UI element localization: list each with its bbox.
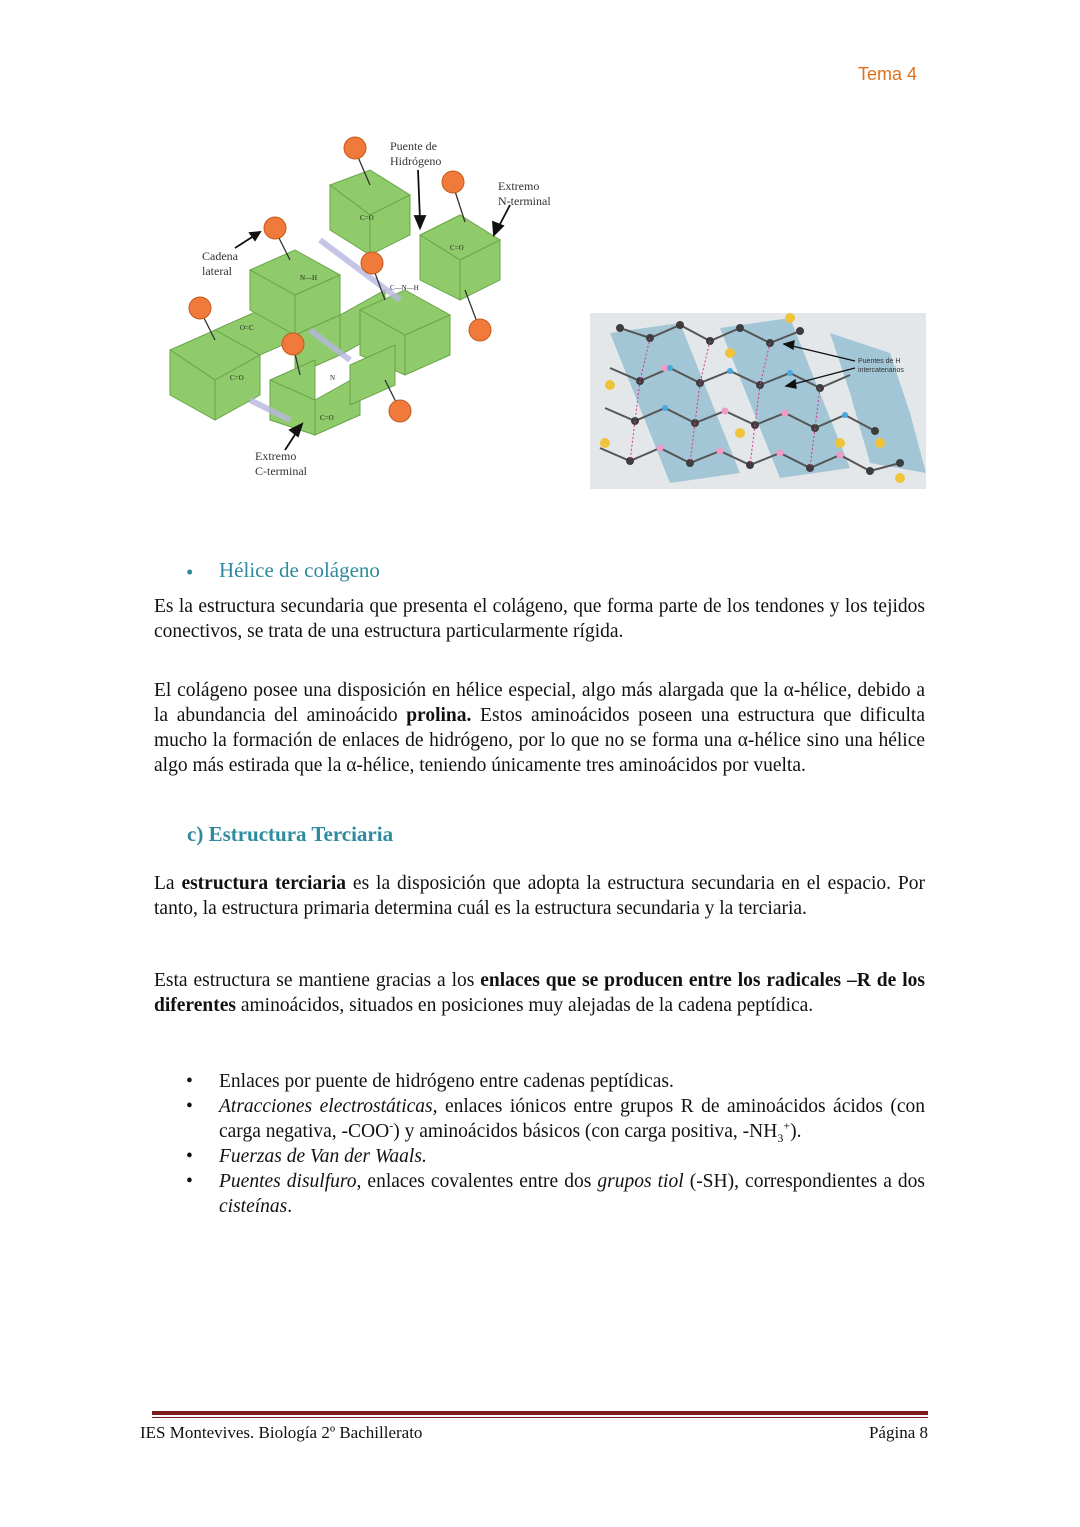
pleated-sheet-diagram [590, 313, 926, 489]
beta-sheet-diagram [160, 130, 570, 490]
footer-page-number: Página 8 [868, 1423, 928, 1442]
chapter-tag: Tema 4 [858, 64, 918, 84]
svg-text:C=O: C=O [230, 374, 244, 382]
label-side-2: lateral [202, 264, 232, 278]
svg-text:O=C: O=C [240, 324, 254, 332]
label-interchain-2: intercatenarios [858, 367, 904, 374]
label-cterm-2: C-terminal [255, 464, 307, 478]
label-side-1: Cadena [202, 249, 238, 263]
svg-text:C=O: C=O [450, 244, 464, 252]
tertiary-structure-heading: c) Estructura Terciaria [187, 822, 394, 846]
list-item: • Fuerzas de Van der Waals. [154, 1144, 925, 1169]
bond-types-list [154, 1069, 925, 1219]
label-interchain-1: Puentes de H [858, 358, 901, 365]
paragraph-collagen-detail: El colágeno posee una disposición en hélice especial, algo más alargada que la α-hélice, debido a la abundancia del aminoácido prolina. Estos aminoácidos poseen una estructura que dificulta mucho la formación de enlaces de hidrógeno, por lo que no se forma una α-hélice sino una hélice algo más estirada que la α-hélice, teniendo únicamente tres aminoácidos por vuelta. [154, 680, 925, 776]
paragraph-collagen-intro: Es la estructura secundaria que presenta el colágeno, que forma parte de los tendones y los tejidos conectivos, se trata de una estructura particularmente rígida. [154, 596, 925, 642]
list-item: • Atracciones electrostáticas, enlaces iónicos entre grupos R de aminoácidos ácidos (con carga negativa, -COO-) y aminoácidos básicos (con carga positiva, $-NH_3^+$). [154, 1094, 925, 1144]
label-nterm-2: N-terminal [498, 194, 551, 208]
label-cterm-1: Extremo [255, 449, 297, 463]
svg-text:C=O: C=O [360, 214, 374, 222]
svg-text:N—H: N—H [300, 274, 318, 282]
paragraph-tertiary-bonds: Esta estructura se mantiene gracias a los enlaces que se producen entre los radicales –R de los diferentes aminoácidos, situados en posiciones muy alejadas de la cadena peptídica. [154, 970, 925, 1016]
list-item: • Enlaces por puente de hidrógeno entre cadenas peptídicas. [154, 1069, 925, 1094]
label-hbond-2: Hidrógeno [390, 154, 442, 168]
footer-divider-thin [152, 1417, 928, 1418]
svg-text:C=O: C=O [320, 414, 334, 422]
paragraph-tertiary-def: La estructura terciaria es la disposición que adopta la estructura secundaria en el espacio. Por tanto, la estructura primaria determina cuál es la estructura secundaria y la terciaria. [154, 873, 925, 919]
label-nterm-1: Extremo [498, 179, 540, 193]
footer-school: IES Montevives. Biología 2º Bachillerato [140, 1423, 423, 1442]
collagen-helix-heading: • Hélice de colágeno [186, 558, 380, 584]
svg-text:C—N—H: C—N—H [390, 284, 419, 292]
svg-text:N: N [330, 374, 336, 382]
list-item: • Puentes disulfuro, enlaces covalentes entre dos grupos tiol (-SH), correspondientes a dos cisteínas. [154, 1169, 925, 1219]
label-hbond-1: Puente de [390, 139, 437, 153]
footer-divider [152, 1411, 928, 1415]
